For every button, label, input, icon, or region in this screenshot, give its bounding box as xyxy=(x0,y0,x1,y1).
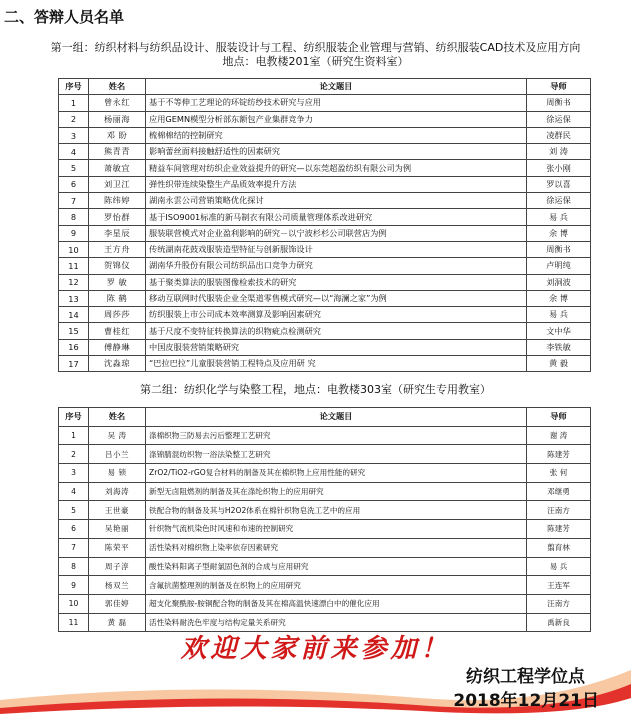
table-row xyxy=(59,339,591,355)
student-name: 罗 敏 xyxy=(89,274,146,290)
table-row xyxy=(59,258,591,274)
advisor-name: 陈建芳 xyxy=(527,520,591,539)
column-header-no: 序号 xyxy=(59,79,89,95)
table-row xyxy=(59,160,591,176)
row-number: 9 xyxy=(59,576,89,595)
student-name: 吴 涛 xyxy=(89,426,146,445)
table-row xyxy=(59,241,591,257)
thesis-title: 超支化聚酰胺-胺铜配合物的制备及其在棉高温快速漂白中的催化应用 xyxy=(146,594,527,613)
row-number: 15 xyxy=(59,323,89,339)
table-row xyxy=(59,482,591,501)
row-number: 10 xyxy=(59,241,89,257)
advisor-name: 凌群民 xyxy=(527,127,591,143)
announcement-date: 2018年12月21日 xyxy=(453,691,599,711)
student-name: 傅静琳 xyxy=(89,339,146,355)
student-name: 易 锁 xyxy=(89,464,146,483)
thesis-title: 针织物气流机染色时风速和布速的控制研究 xyxy=(146,520,527,539)
row-number: 7 xyxy=(59,538,89,557)
table-row xyxy=(59,209,591,225)
student-name: 李星辰 xyxy=(89,225,146,241)
thesis-title: 基于ISO9001标准的新马制衣有限公司质量管理体系改进研究 xyxy=(146,209,527,225)
thesis-title: 精益车间管理对纺织企业效益提升的研究—以东莞超盈纺织有限公司为例 xyxy=(146,160,527,176)
advisor-name: 易 兵 xyxy=(527,209,591,225)
advisor-name: 徐运保 xyxy=(527,111,591,127)
table-row xyxy=(59,144,591,160)
student-name: 陈荣平 xyxy=(89,538,146,557)
thesis-title: 移动互联网时代服装企业全渠道零售模式研究—以“海澜之家”为例 xyxy=(146,290,527,306)
group1-table xyxy=(58,78,591,372)
advisor-name: 周衡书 xyxy=(527,95,591,111)
table-row xyxy=(59,193,591,209)
table-row xyxy=(59,557,591,576)
advisor-name: 李铁敏 xyxy=(527,339,591,355)
table-row xyxy=(59,538,591,557)
advisor-name: 周衡书 xyxy=(527,241,591,257)
thesis-title: 新型无卤阻燃剂的制备及其在涤纶织物上的应用研究 xyxy=(146,482,527,501)
row-number: 3 xyxy=(59,127,89,143)
student-name: 罗怡群 xyxy=(89,209,146,225)
advisor-name: 谢 涛 xyxy=(527,426,591,445)
student-name: 刘海涛 xyxy=(89,482,146,501)
student-name: 陈 鹤 xyxy=(89,290,146,306)
table-row xyxy=(59,356,591,372)
table-row xyxy=(59,501,591,520)
table-row xyxy=(59,464,591,483)
student-name: 杨双兰 xyxy=(89,576,146,595)
advisor-name: 邓继勇 xyxy=(527,482,591,501)
thesis-title: 纺织服装上市公司成本效率测算及影响因素研究 xyxy=(146,307,527,323)
thesis-title: 传统湖南花鼓戏服装造型特征与创新服饰设计 xyxy=(146,241,527,257)
advisor-name: 余 博 xyxy=(527,290,591,306)
thesis-title: 活性染料对棉织物上染率依存因素研究 xyxy=(146,538,527,557)
row-number: 8 xyxy=(59,209,89,225)
advisor-name: 罗以喜 xyxy=(527,176,591,192)
advisor-name: 文中华 xyxy=(527,323,591,339)
table-row xyxy=(59,323,591,339)
row-number: 17 xyxy=(59,356,89,372)
student-name: 陈纬婷 xyxy=(89,193,146,209)
table-row xyxy=(59,95,591,111)
advisor-name: 徐运保 xyxy=(527,193,591,209)
table-row xyxy=(59,520,591,539)
table-row xyxy=(59,426,591,445)
organizer-name: 纺织工程学位点 xyxy=(466,667,585,687)
row-number: 13 xyxy=(59,290,89,306)
row-number: 11 xyxy=(59,258,89,274)
advisor-name: 黄 毅 xyxy=(527,356,591,372)
row-number: 5 xyxy=(59,160,89,176)
row-number: 16 xyxy=(59,339,89,355)
row-number: 4 xyxy=(59,482,89,501)
row-number: 6 xyxy=(59,520,89,539)
row-number: 2 xyxy=(59,111,89,127)
thesis-title: 涤锦腈混纺织物一浴法染整工艺研究 xyxy=(146,445,527,464)
row-number: 3 xyxy=(59,464,89,483)
column-header-title: 论文题目 xyxy=(146,79,527,95)
row-number: 12 xyxy=(59,274,89,290)
column-header-name: 姓名 xyxy=(89,79,146,95)
student-name: 王世豪 xyxy=(89,501,146,520)
row-number: 8 xyxy=(59,557,89,576)
student-name: 周子淳 xyxy=(89,557,146,576)
thesis-title: 服装联营模式对企业盈利影响的研究－以宁波杉杉公司联营店为例 xyxy=(146,225,527,241)
group1-heading-line1: 第一组：纺织材料与纺织品设计、服装设计与工程、纺织服装企业管理与营销、纺织服装CAD技术及应用方向 xyxy=(50,41,581,54)
table-row xyxy=(59,290,591,306)
student-name: 王方舟 xyxy=(89,241,146,257)
thesis-title: 涤棉织物三防易去污后整理工艺研究 xyxy=(146,426,527,445)
row-number: 9 xyxy=(59,225,89,241)
group2-heading: 第二组：纺织化学与染整工程，地点：电教楼303室（研究生专用教室） xyxy=(140,383,491,396)
advisor-name: 余 博 xyxy=(527,225,591,241)
thesis-title: “巴拉巴拉”儿童服装营销工程特点及应用研 究 xyxy=(146,356,527,372)
advisor-name: 卢明纯 xyxy=(527,258,591,274)
table-row xyxy=(59,576,591,595)
table-row xyxy=(59,127,591,143)
row-number: 14 xyxy=(59,307,89,323)
row-number: 11 xyxy=(59,613,89,632)
thesis-title: ZrO2/TiO2-rGO复合材料的制备及其在棉织物上应用性能的研究 xyxy=(146,464,527,483)
student-name: 吕小兰 xyxy=(89,445,146,464)
advisor-name: 易 兵 xyxy=(527,307,591,323)
section-title: 二、答辩人员名单 xyxy=(4,8,125,26)
table-row xyxy=(59,225,591,241)
thesis-title: 影响蕾丝面料接触舒适性的因素研究 xyxy=(146,144,527,160)
thesis-title: 湖南永雲公司营销策略优化探讨 xyxy=(146,193,527,209)
advisor-name: 王连军 xyxy=(527,576,591,595)
table-header-row xyxy=(59,408,591,427)
table-row xyxy=(59,307,591,323)
thesis-title: 湖南华升股份有限公司纺织品出口竞争力研究 xyxy=(146,258,527,274)
welcome-slogan: 欢迎大家前来参加！ xyxy=(180,634,451,664)
student-name: 沈淼琼 xyxy=(89,356,146,372)
advisor-name: 汪南方 xyxy=(527,594,591,613)
table-header-row xyxy=(59,79,591,95)
advisor-name: 张 何 xyxy=(527,464,591,483)
thesis-title: 酸性染料阳离子型耐氯固色剂的合成与应用研究 xyxy=(146,557,527,576)
thesis-title: 弹性织带连续染整生产品质效率提升方法 xyxy=(146,176,527,192)
thesis-title: 基于尺度不变特征转换算法的织物疵点检测研究 xyxy=(146,323,527,339)
row-number: 1 xyxy=(59,426,89,445)
row-number: 10 xyxy=(59,594,89,613)
advisor-name: 禹新良 xyxy=(527,613,591,632)
advisor-name: 张小刚 xyxy=(527,160,591,176)
row-number: 5 xyxy=(59,501,89,520)
thesis-title: 中国皮服装营销策略研究 xyxy=(146,339,527,355)
column-header-no: 序号 xyxy=(59,408,89,427)
table-row xyxy=(59,111,591,127)
column-header-title: 论文题目 xyxy=(146,408,527,427)
advisor-name: 汪南方 xyxy=(527,501,591,520)
thesis-title: 基于聚类算法的服装图像检索技术的研究 xyxy=(146,274,527,290)
advisor-name: 刘 涛 xyxy=(527,144,591,160)
row-number: 2 xyxy=(59,445,89,464)
column-header-advisor: 导师 xyxy=(527,79,591,95)
advisor-name: 陈建芳 xyxy=(527,445,591,464)
column-header-name: 姓名 xyxy=(89,408,146,427)
advisor-name: 翦育林 xyxy=(527,538,591,557)
table-row xyxy=(59,594,591,613)
thesis-title: 含氟抗菌整理剂的制备及在织物上的应用研究 xyxy=(146,576,527,595)
row-number: 4 xyxy=(59,144,89,160)
student-name: 贺锦仪 xyxy=(89,258,146,274)
group2-table xyxy=(58,407,591,632)
table-row xyxy=(59,176,591,192)
advisor-name: 刘洞波 xyxy=(527,274,591,290)
row-number: 1 xyxy=(59,95,89,111)
table-row xyxy=(59,445,591,464)
student-name: 邓 盼 xyxy=(89,127,146,143)
row-number: 6 xyxy=(59,176,89,192)
student-name: 郭佳婷 xyxy=(89,594,146,613)
column-header-advisor: 导师 xyxy=(527,408,591,427)
thesis-title: 梳棉棉结的控制研究 xyxy=(146,127,527,143)
student-name: 吴艳丽 xyxy=(89,520,146,539)
student-name: 杨丽海 xyxy=(89,111,146,127)
row-number: 7 xyxy=(59,193,89,209)
student-name: 熊青青 xyxy=(89,144,146,160)
advisor-name: 易 兵 xyxy=(527,557,591,576)
thesis-title: 基于不等伸工艺理论的环锭纺纱技术研究与应用 xyxy=(146,95,527,111)
thesis-title: 活性染料耐洗色牢度与结构定量关系研究 xyxy=(146,613,527,632)
student-name: 周莎莎 xyxy=(89,307,146,323)
student-name: 曾永红 xyxy=(89,95,146,111)
student-name: 曹桂红 xyxy=(89,323,146,339)
student-name: 刘卫江 xyxy=(89,176,146,192)
group1-heading-line2: 地点：电教楼201室（研究生资料室） xyxy=(222,55,409,68)
thesis-title: 铁配合物的制备及其与H2O2体系在棉针织物皂洗工艺中的应用 xyxy=(146,501,527,520)
student-name: 黄 磊 xyxy=(89,613,146,632)
table-row xyxy=(59,274,591,290)
thesis-title: 应用GEMN模型分析部东额包产业集群竞争力 xyxy=(146,111,527,127)
student-name: 萧敏宜 xyxy=(89,160,146,176)
